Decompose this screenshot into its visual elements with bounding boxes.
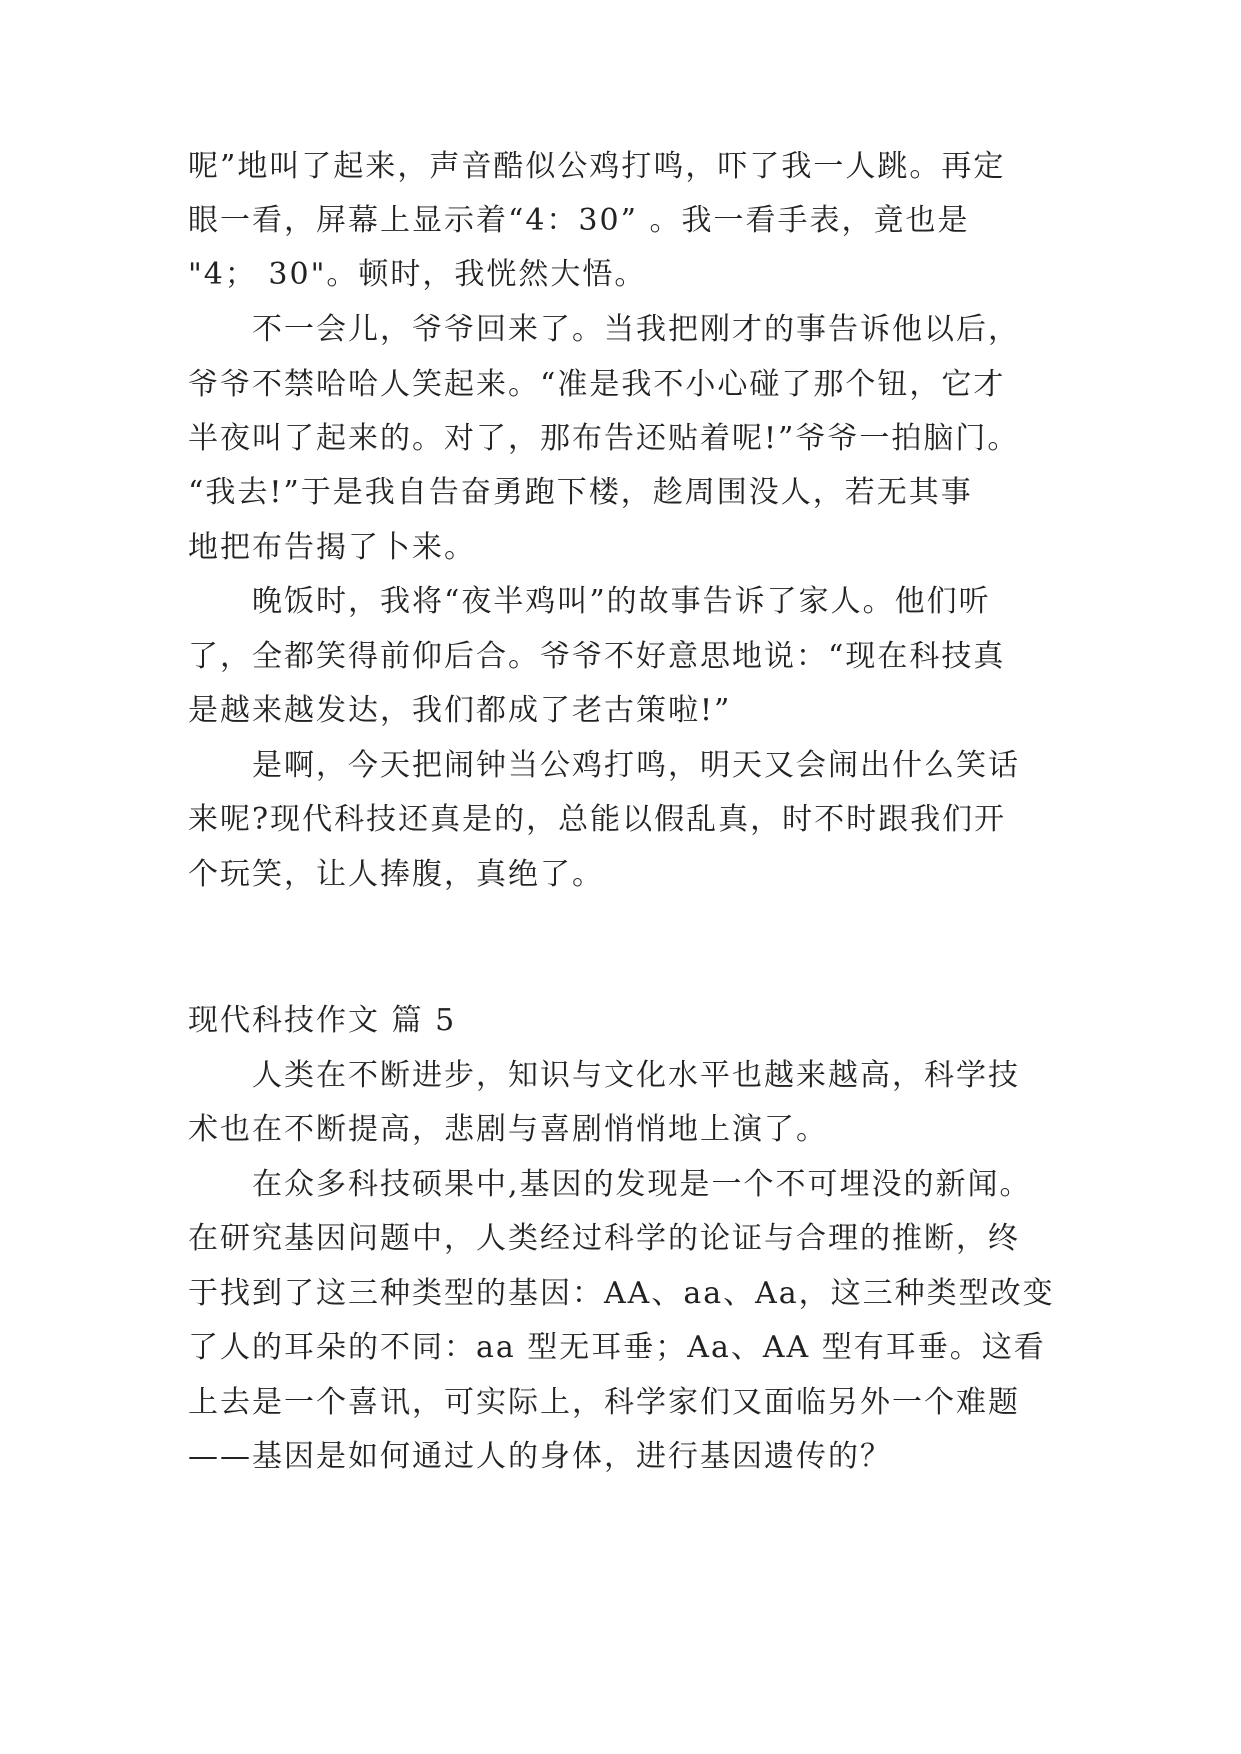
- text-line: 上去是一个喜讯，可实际上，科学家们又面临另外一个难题: [188, 1385, 1020, 1420]
- text-line: 晚饭时，我将“夜半鸡叫”的故事告诉了家人。他们听: [188, 584, 991, 619]
- text-line: 了人的耳朵的不同：aa 型无耳垂；Aa、AA 型有耳垂。这看: [188, 1330, 1046, 1365]
- text-line: “我去!”于是我自告奋勇跑下楼，趁周围没人，若无其事: [188, 475, 973, 510]
- section-heading: 现代科技作文 篇 5: [188, 1003, 457, 1038]
- text-line: 人类在不断进步，知识与文化水平也越来越高，科学技: [188, 1058, 1020, 1093]
- text-line: 在研究基因问题中，人类经过科学的论证与合理的推断，终: [188, 1221, 1020, 1256]
- text-line: 术也在不断提高，悲剧与喜剧悄悄地上演了。: [188, 1112, 828, 1147]
- text-line: 了，全都笑得前仰后合。爷爷不好意思地说：“现在科技真: [188, 639, 1006, 674]
- text-line: 爷爷不禁哈哈人笑起来。“准是我不小心碰了那个钮，它才: [188, 367, 1006, 402]
- text-line: "4； 30"。顿时，我恍然大悟。: [188, 257, 647, 292]
- text-line: ——基因是如何通过人的身体，进行基因遗传的？: [188, 1439, 892, 1474]
- text-line: 眼一看，屏幕上显示着“4：30” 。我一看手表，竟也是: [188, 203, 970, 238]
- text-line: 半夜叫了起来的。对了，那布告还贴着呢!”爷爷一拍脑门。: [188, 421, 1020, 456]
- text-line: 呢”地叫了起来，声音酷似公鸡打鸣，吓了我一人跳。再定: [188, 149, 1006, 184]
- text-line: 在众多科技硕果中,基因的发现是一个不可埋没的新闻。: [188, 1167, 1032, 1202]
- text-line: 是啊，今天把闹钟当公鸡打鸣，明天又会闹出什么笑话: [188, 748, 1020, 783]
- text-line: 地把布告揭了卜来。: [188, 530, 476, 565]
- text-line: 是越来越发达，我们都成了老古策啦!”: [188, 693, 732, 728]
- text-line: 个玩笑，让人捧腹，真绝了。: [188, 857, 604, 892]
- text-line: 不一会儿，爷爷回来了。当我把刚才的事告诉他以后，: [188, 312, 1020, 347]
- text-line: 来呢?现代科技还真是的，总能以假乱真，时不时跟我们开: [188, 802, 1007, 837]
- text-line: 于找到了这三种类型的基因：AA、aa、Aa，这三种类型改变: [188, 1276, 1055, 1311]
